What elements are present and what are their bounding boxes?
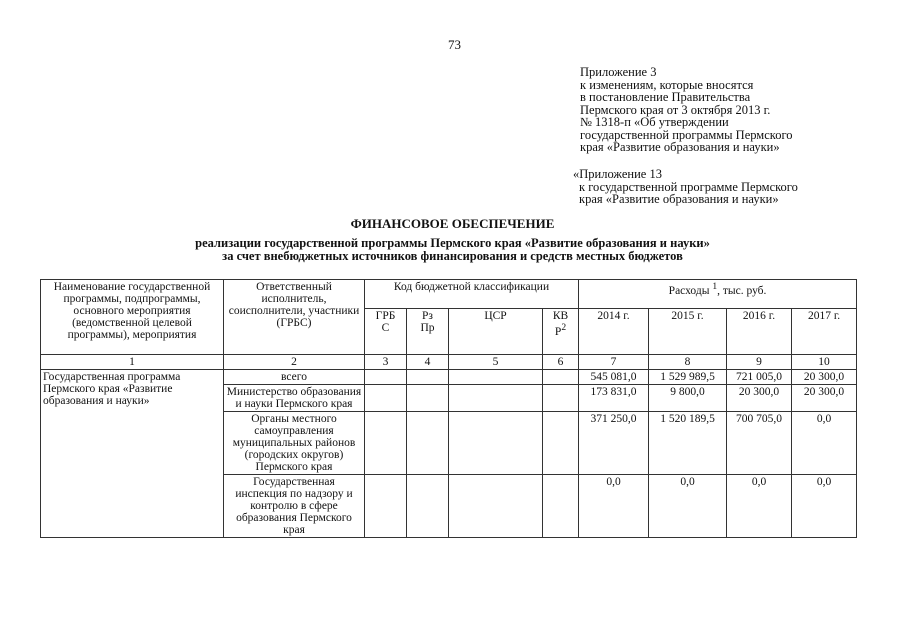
- empty-cell: [407, 475, 449, 538]
- page-number: 73: [448, 37, 461, 52]
- column-number: 10: [792, 355, 857, 370]
- empty-cell: [365, 370, 407, 385]
- appendix-line: «Приложение 13: [573, 167, 662, 181]
- appendix-line: к изменениям, которые вносятся: [580, 77, 754, 92]
- value-cell: 0,0: [727, 475, 792, 538]
- header-kvr-text: Р: [554, 325, 562, 338]
- header-grbs-line: С: [381, 322, 390, 334]
- empty-cell: [365, 412, 407, 475]
- empty-cell: [365, 385, 407, 412]
- header-kvr-line: [545, 322, 576, 338]
- value-cell: 700 705,0: [727, 412, 792, 475]
- column-number-row: [41, 355, 857, 370]
- header-expenses: [579, 280, 857, 309]
- column-number: 7: [579, 355, 649, 370]
- header-kvr-line: КВ: [552, 310, 569, 322]
- appendix-line: края «Развитие образования и науки»: [579, 192, 779, 206]
- header-grbs-line: ГРБ: [375, 310, 396, 322]
- empty-cell: [543, 385, 579, 412]
- empty-cell: [543, 475, 579, 538]
- header-rzpr-line: Рз: [422, 310, 433, 322]
- appendix-line: № 1318-п «Об утверждении: [580, 115, 729, 129]
- expenses-unit: , тыс. руб.: [717, 284, 767, 297]
- appendix-line: края «Развитие образования и науки»: [580, 140, 780, 154]
- table-row: [41, 370, 857, 385]
- value-cell: 0,0: [792, 412, 857, 475]
- table-header-row: [41, 280, 857, 309]
- header-year-2017: 2017 г.: [792, 309, 857, 355]
- empty-cell: [449, 475, 543, 538]
- empty-cell: [543, 370, 579, 385]
- empty-cell: [543, 412, 579, 475]
- appendix-line: к государственной программе Пермского: [579, 179, 798, 194]
- subtitle-line-2: за счет внебюджетных источников финансирования и средств местных бюджетов: [222, 249, 683, 263]
- header-executor: Ответственный исполнитель, соисполнители, участники (ГРБС): [224, 280, 365, 355]
- program-name-cell: Государственная программа Пермского края «Развитие образования и науки»: [41, 370, 224, 538]
- value-cell: 371 250,0: [579, 412, 649, 475]
- empty-cell: [365, 475, 407, 538]
- column-number: 4: [407, 355, 449, 370]
- column-number: 2: [224, 355, 365, 370]
- column-number: 8: [649, 355, 727, 370]
- value-cell: 1 520 189,5: [649, 412, 727, 475]
- column-number: 3: [365, 355, 407, 370]
- value-cell: 20 300,0: [792, 370, 857, 385]
- header-rzpr-line: Пр: [420, 322, 435, 334]
- executor-cell: Органы местного самоуправления муниципальных районов (городских округов) Пермского края: [224, 412, 365, 475]
- empty-cell: [449, 370, 543, 385]
- appendix-line: Пермского края от 3 октября 2013 г.: [580, 102, 771, 117]
- empty-cell: [449, 385, 543, 412]
- value-cell: 20 300,0: [727, 385, 792, 412]
- appendix-line: в постановление Правительства: [580, 90, 751, 104]
- value-cell: 20 300,0: [792, 385, 857, 412]
- appendix-3-block: [580, 66, 793, 154]
- financing-table: [40, 279, 857, 538]
- expenses-footnote: 1: [712, 281, 718, 292]
- header-year-2015: 2015 г.: [649, 309, 727, 355]
- value-cell: 545 081,0: [579, 370, 649, 385]
- empty-cell: [407, 385, 449, 412]
- empty-cell: [407, 412, 449, 475]
- empty-cell: [449, 412, 543, 475]
- expenses-label: Расходы: [668, 284, 710, 297]
- executor-cell: Государственная инспекция по надзору и контролю в сфере образования Пермского края: [224, 475, 365, 538]
- header-rzpr: [407, 309, 449, 355]
- header-csr: ЦСР: [449, 309, 543, 355]
- value-cell: 0,0: [649, 475, 727, 538]
- value-cell: 173 831,0: [579, 385, 649, 412]
- kvr-footnote: 2: [561, 322, 567, 333]
- column-number: 5: [449, 355, 543, 370]
- header-year-2016: 2016 г.: [727, 309, 792, 355]
- column-number: 6: [543, 355, 579, 370]
- document-subtitle: [0, 237, 905, 263]
- value-cell: 0,0: [792, 475, 857, 538]
- column-number: 1: [41, 355, 224, 370]
- appendix-13-block: [573, 168, 798, 206]
- header-year-2014: 2014 г.: [579, 309, 649, 355]
- column-number: 9: [727, 355, 792, 370]
- document-title: ФИНАНСОВОЕ ОБЕСПЕЧЕНИЕ: [350, 216, 555, 231]
- header-grbs: [365, 309, 407, 355]
- header-budget-code: Код бюджетной классификации: [365, 280, 579, 309]
- header-kvr: [543, 309, 579, 355]
- executor-cell: всего: [224, 370, 365, 385]
- executor-cell: Министерство образования и науки Пермского края: [224, 385, 365, 412]
- value-cell: 1 529 989,5: [649, 370, 727, 385]
- appendix-line: Приложение 3: [580, 65, 657, 79]
- value-cell: 721 005,0: [727, 370, 792, 385]
- header-name: Наименование государственной программы, подпрограммы, основного мероприятия (ведомственной целевой программы), мероприятия: [41, 280, 224, 355]
- subtitle-line-1: реализации государственной программы Пермского края «Развитие образования и науки»: [195, 236, 710, 250]
- empty-cell: [407, 370, 449, 385]
- appendix-line: государственной программы Пермского: [580, 127, 793, 142]
- value-cell: 0,0: [579, 475, 649, 538]
- value-cell: 9 800,0: [649, 385, 727, 412]
